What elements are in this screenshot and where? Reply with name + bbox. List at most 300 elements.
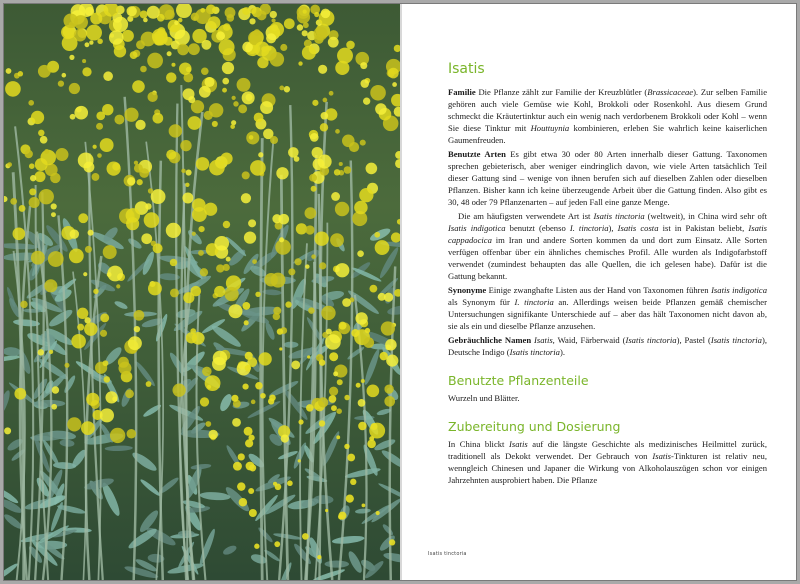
flower-dot — [359, 188, 373, 202]
flower-dot — [288, 147, 299, 158]
flower-dot — [250, 160, 266, 176]
flower-dot — [242, 7, 250, 15]
subheading-plant-parts: Benutzte Pflanzenteile — [448, 373, 589, 388]
flower-dot — [132, 80, 145, 93]
flower-dot — [222, 62, 234, 74]
text-run: (weltweit), in China wird sehr oft — [644, 211, 767, 221]
flower-dot — [248, 435, 254, 441]
flower-dot — [386, 355, 398, 367]
flower-dot — [258, 152, 263, 157]
flower-dot — [311, 254, 316, 259]
flower-dot — [201, 40, 211, 50]
flower-dot — [152, 113, 163, 124]
flower-dot — [344, 395, 349, 400]
flower-dot — [249, 18, 255, 24]
flower-dot — [69, 83, 80, 94]
flower-dot — [244, 232, 256, 244]
flower-dot — [114, 115, 124, 125]
flower-dot — [374, 232, 380, 238]
flower-dot — [93, 289, 98, 294]
flower-dot — [297, 24, 303, 30]
flower-dot — [346, 494, 354, 502]
footer-caption: Isatis tinctoria — [428, 551, 467, 557]
flower-dot — [223, 221, 230, 228]
plant-parts-text: Wurzeln und Blätter. — [448, 393, 520, 403]
flower-dot — [119, 362, 132, 375]
flower-dot — [318, 65, 327, 74]
flower-dot — [52, 386, 60, 394]
flower-dot — [344, 444, 349, 449]
flower-dot — [140, 10, 148, 18]
flower-dot — [275, 483, 282, 490]
flower-dot — [148, 282, 162, 296]
flower-dot — [380, 352, 388, 360]
flower-dot — [251, 400, 256, 405]
flower-dot — [281, 434, 289, 442]
flower-dot — [280, 44, 287, 51]
flower-dot — [257, 10, 267, 20]
flower-dot — [125, 389, 134, 398]
flower-dot — [326, 329, 332, 335]
flower-dot — [107, 266, 123, 282]
flower-dot — [238, 453, 245, 460]
flower-dot — [357, 250, 364, 257]
flower-dot — [232, 96, 236, 100]
flower-dot — [310, 133, 319, 142]
flower-dot — [204, 111, 213, 120]
flower-dot — [369, 285, 377, 293]
flower-dot — [277, 328, 283, 334]
italic-term: Isatis — [652, 451, 672, 461]
italic-term: Isatis tinctoria — [509, 347, 560, 357]
flower-dot — [212, 121, 218, 127]
flower-dot — [366, 163, 378, 175]
flower-dot — [245, 352, 253, 360]
flower-dot — [305, 264, 309, 268]
italic-term: I. tinctoria — [569, 223, 609, 233]
flower-dot — [252, 259, 257, 264]
flower-dot — [93, 145, 97, 149]
plant-photo — [4, 4, 400, 580]
flower-dot — [130, 51, 138, 59]
flower-dot — [363, 98, 370, 105]
flower-dot — [346, 41, 355, 50]
flower-dot — [116, 284, 120, 288]
flower-dot — [298, 459, 301, 462]
italic-term: Isatis tinctoria — [710, 335, 762, 345]
flower-dot — [321, 112, 329, 120]
flower-dot — [97, 153, 102, 158]
italic-term: Brassicaceae — [647, 87, 694, 97]
flower-dot — [126, 208, 140, 222]
flower-dot — [258, 352, 271, 365]
flower-dot — [82, 67, 91, 76]
flower-dot — [70, 229, 79, 238]
flower-dot — [375, 240, 390, 255]
flower-dot — [7, 162, 12, 167]
flower-dot — [179, 62, 191, 74]
flower-dot — [198, 250, 204, 256]
italic-term: Isatis cappadocica — [448, 223, 768, 245]
flower-dot — [192, 232, 196, 236]
flower-dot — [166, 72, 176, 82]
flower-dot — [74, 15, 88, 29]
flower-dot — [85, 246, 92, 253]
flower-dot — [170, 259, 177, 266]
flower-dot — [147, 53, 163, 69]
italic-term: Isatis costa — [617, 223, 659, 233]
flower-dot — [321, 9, 331, 19]
flower-dot — [314, 34, 324, 44]
text-run: kombinieren, erleben Sie wahrlich keine kaiserlichen Gaumenfreuden. — [448, 123, 767, 145]
flower-dot — [384, 396, 395, 407]
flower-dot — [24, 150, 32, 158]
flower-dot — [83, 272, 87, 276]
flower-dot — [147, 6, 160, 19]
flower-dot — [219, 39, 235, 55]
italic-term: Houttuynia — [530, 123, 570, 133]
flower-dot — [205, 421, 211, 427]
flower-dot — [375, 103, 387, 115]
flower-dot — [268, 398, 274, 404]
flower-dot — [270, 11, 277, 18]
flower-dot — [242, 91, 255, 104]
flower-dot — [134, 164, 143, 173]
flower-dot — [279, 86, 284, 91]
flower-dot — [242, 171, 250, 179]
flower-dot — [232, 418, 241, 427]
flower-dot — [302, 30, 308, 36]
flower-dot — [222, 78, 229, 85]
flower-dot — [329, 395, 337, 403]
flower-dot — [291, 361, 300, 370]
page-content — [448, 61, 767, 488]
flower-dot — [336, 408, 342, 414]
flower-dot — [325, 509, 328, 512]
flower-dot — [188, 43, 200, 55]
italic-term: Isatis indigotica — [711, 285, 768, 295]
flower-dot — [381, 321, 395, 335]
flower-dot — [122, 30, 134, 42]
flower-dot — [182, 192, 193, 203]
flower-dot — [110, 428, 125, 443]
flower-dot — [329, 387, 338, 396]
flower-dot — [169, 124, 182, 137]
flower-dot — [239, 498, 248, 507]
text-run: im Iran und andere Sorten kommen da und dort zum Einsatz. Alle Sorten verfügen offenbar über ein ähnliches chemisches Profil. Alle wurden als Indigofarbstoff verwendet (zumindest behaupten das alle Quellen, die ich gelesen habe). Dafür ist die Gattung bekannt. — [448, 235, 767, 281]
text-run: auf die längste Geschichte als medizinisches Heilmittel zurück, traditionell als Dekokt verwendet. Der Gebrauch von — [448, 439, 767, 461]
flower-dot — [255, 292, 260, 297]
flower-dot — [209, 160, 225, 176]
flower-dot — [365, 328, 370, 333]
flower-dot — [294, 258, 301, 265]
flower-dot — [190, 328, 196, 334]
text-run: ). Zur selben Familie gehören auch viele Gemüse wie Kohl, Brokkoli oder Rosenkohl. Aus diesem Grund schmeckt die Kräutertinktur auch ein wenig nach verdorbenem Brokkoli oder Kohl – wenn Sie diese Tinktur mit — [448, 87, 768, 133]
flower-dot — [174, 21, 178, 25]
flower-dot — [88, 230, 94, 236]
italic-term: Isatis indigotica — [448, 223, 506, 233]
flower-dot — [188, 116, 202, 130]
flower-dot — [208, 16, 221, 29]
flower-dot — [323, 98, 328, 103]
flower-dot — [185, 183, 189, 187]
text-run: benutzt (ebenso — [505, 223, 570, 233]
flower-dot — [38, 130, 44, 136]
flower-dot — [249, 464, 256, 471]
flower-dot — [74, 106, 88, 120]
flower-dot — [338, 514, 343, 519]
text-run: als Synonym für — [448, 297, 515, 307]
flower-dot — [141, 233, 152, 244]
flower-dot — [248, 219, 256, 227]
flower-dot — [305, 207, 317, 219]
flower-dot — [344, 166, 352, 174]
section-paragraph — [448, 334, 767, 358]
flower-dot — [318, 155, 332, 169]
text-run: Es gibt etwa 30 oder 80 Arten innerhalb dieser Gattung. Taxonomen sprechen gebieterisch, aber weniger eindringlich davon, wie viele Arten tatsächlich Teil dieser Gattung sind – wenige von ihnen berufen sich auf dieselben Zahlen oder dieselben Pflanzen. Bisher kann ich keine überzeugende Arbeit über die Gattung finden. Also gibt es 30, 48 oder 79 Pflanzenarten – auf jeden Fall eine ganze Menge. — [448, 149, 768, 207]
flower-dot — [314, 12, 319, 17]
flower-dot — [127, 177, 135, 185]
flower-dot — [82, 59, 86, 63]
flower-dot — [233, 101, 238, 106]
flower-dot — [303, 22, 309, 28]
flower-dot — [329, 91, 334, 96]
italic-term: Isatis — [509, 439, 528, 449]
flower-dot — [84, 322, 97, 335]
italic-term: Isatis tinctoria — [593, 211, 645, 221]
flower-dot — [4, 427, 11, 434]
flower-dot — [145, 203, 151, 209]
section-label: Familie — [448, 87, 476, 97]
flower-dot — [279, 347, 282, 350]
preparation-text — [448, 438, 767, 486]
flower-dot — [337, 379, 343, 385]
flower-dot — [55, 148, 68, 161]
flower-dot — [86, 393, 99, 406]
flower-dot — [242, 383, 248, 389]
flower-dot — [90, 13, 102, 25]
flower-dot — [370, 85, 386, 101]
flower-dot — [307, 355, 310, 358]
italic-term: Isatis tinctoria — [625, 335, 677, 345]
flower-dot — [148, 188, 153, 193]
flower-dot — [318, 397, 328, 407]
flower-dot — [100, 330, 107, 337]
flower-dot — [360, 62, 367, 69]
book-spread — [3, 3, 797, 581]
flower-dot — [360, 140, 366, 146]
flower-dot — [13, 227, 26, 240]
flower-dot — [378, 293, 386, 301]
text-run: In China blickt — [448, 439, 510, 449]
flower-dot — [167, 51, 172, 56]
flower-dot — [339, 322, 347, 330]
flower-dot — [69, 248, 84, 263]
flower-dot — [214, 236, 229, 251]
flower-dot — [335, 263, 349, 277]
flower-dot — [168, 20, 181, 33]
flower-dot — [331, 192, 340, 201]
flower-dot — [28, 100, 34, 106]
flower-dot — [38, 65, 51, 78]
flower-dot — [51, 404, 57, 410]
flower-dot — [81, 421, 95, 435]
flower-dot — [287, 480, 293, 486]
flower-dot — [172, 384, 185, 397]
flower-dot — [205, 375, 221, 391]
flower-dot — [264, 273, 278, 287]
flower-dot — [254, 544, 259, 549]
flower-dot — [319, 262, 326, 269]
flower-dot — [44, 279, 57, 292]
flower-dot — [329, 352, 338, 361]
flower-dot — [180, 140, 191, 151]
flower-dot — [127, 429, 137, 439]
flower-dot — [14, 388, 26, 400]
flower-dot — [103, 245, 117, 259]
flower-dot — [228, 304, 242, 318]
italic-term: Isatis — [534, 335, 553, 345]
flower-dot — [83, 162, 94, 173]
flower-dot — [134, 326, 140, 332]
text-run: ist in Pakistan beliebt, — [658, 223, 749, 233]
flower-dot — [85, 42, 90, 47]
flower-dot — [143, 18, 148, 23]
flower-dot — [196, 157, 210, 171]
flower-dot — [254, 42, 269, 57]
flower-dot — [226, 257, 231, 262]
flower-dot — [330, 233, 344, 247]
flower-dot — [147, 92, 157, 102]
flower-dot — [113, 17, 128, 32]
text-run: ), Pastel ( — [676, 335, 711, 345]
flower-dot — [107, 161, 121, 175]
flower-dot — [58, 80, 64, 86]
subheading-preparation: Zubereitung und Dosierung — [448, 419, 621, 434]
flower-dot — [171, 63, 175, 67]
flower-dot — [103, 71, 113, 81]
section-paragraph — [448, 86, 767, 146]
flower-dot — [77, 308, 88, 319]
flower-dot — [86, 25, 102, 41]
flower-dot — [96, 123, 103, 130]
flower-dot — [6, 68, 12, 74]
flower-dot — [335, 129, 340, 134]
flower-dot — [266, 33, 276, 43]
flower-dot — [315, 232, 329, 246]
flower-dot — [360, 79, 369, 88]
flower-dot — [166, 150, 176, 160]
flower-dot — [342, 298, 351, 307]
flower-dot — [48, 251, 64, 267]
flower-dot — [39, 189, 54, 204]
flower-dot — [392, 82, 397, 87]
flower-dot — [350, 479, 356, 485]
flower-dot — [331, 405, 337, 411]
flower-dot — [389, 539, 395, 545]
flower-dot — [321, 306, 335, 320]
flower-dot — [284, 18, 295, 29]
flower-dot — [29, 197, 40, 208]
italic-term: I. tinctoria — [514, 297, 554, 307]
flower-dot — [208, 430, 217, 439]
flower-dot — [355, 312, 367, 324]
flower-dot — [342, 135, 355, 148]
flower-dot — [38, 349, 44, 355]
text-run: ), — [608, 223, 618, 233]
flower-dot — [152, 29, 168, 45]
section-paragraph — [448, 210, 767, 282]
flower-dot — [114, 45, 126, 57]
flower-dot — [89, 40, 93, 44]
flower-dot — [188, 96, 195, 103]
flower-dot — [279, 237, 284, 242]
flower-dot — [285, 301, 291, 307]
flower-dot — [333, 371, 338, 376]
section-paragraph — [448, 148, 767, 208]
flower-dot — [272, 214, 281, 223]
flower-dot — [254, 113, 264, 123]
flower-dot — [199, 86, 211, 98]
flower-dot — [384, 384, 393, 393]
flower-dot — [361, 379, 365, 383]
flower-dot — [296, 223, 307, 234]
flower-dot — [230, 124, 235, 129]
flower-dot — [248, 488, 254, 494]
flower-dot — [31, 111, 44, 124]
section-list — [448, 86, 767, 358]
flower-dot — [191, 286, 202, 297]
flower-dot — [231, 395, 238, 402]
flower-dot — [78, 213, 88, 223]
flower-dot — [260, 393, 266, 399]
flower-dot — [308, 307, 314, 313]
flower-dot — [244, 320, 249, 325]
flower-dot — [29, 188, 36, 195]
flower-dot — [245, 365, 251, 371]
flower-dot — [356, 383, 361, 388]
flower-dot — [320, 123, 328, 131]
flower-dot — [351, 329, 359, 337]
flower-dot — [311, 186, 317, 192]
flower-dot — [249, 135, 254, 140]
flower-dot — [140, 66, 147, 73]
flower-dot — [216, 264, 224, 272]
flower-dot — [367, 440, 376, 449]
text-run: , Waid, Färberwaid ( — [552, 335, 626, 345]
flower-dot — [127, 6, 137, 16]
flower-dot — [191, 13, 199, 21]
flower-dot — [233, 462, 242, 471]
flower-dot — [362, 504, 366, 508]
text-run: Die Pflanze zählt zur Familie der Kreuzblütler ( — [475, 87, 648, 97]
flower-dot — [312, 100, 318, 106]
flower-dot — [309, 174, 317, 182]
flower-dot — [388, 68, 399, 79]
flower-dot — [128, 336, 142, 350]
flower-dot — [284, 86, 290, 92]
flower-dot — [19, 205, 26, 212]
flower-dot — [71, 334, 86, 349]
flower-dot — [104, 376, 111, 383]
flower-dot — [103, 360, 109, 366]
flower-dot — [124, 108, 138, 122]
flower-dot — [62, 73, 67, 78]
section-label: Synonyme — [448, 285, 487, 295]
flower-dot — [34, 171, 45, 182]
flower-dot — [100, 408, 114, 422]
flower-dot — [237, 78, 251, 92]
